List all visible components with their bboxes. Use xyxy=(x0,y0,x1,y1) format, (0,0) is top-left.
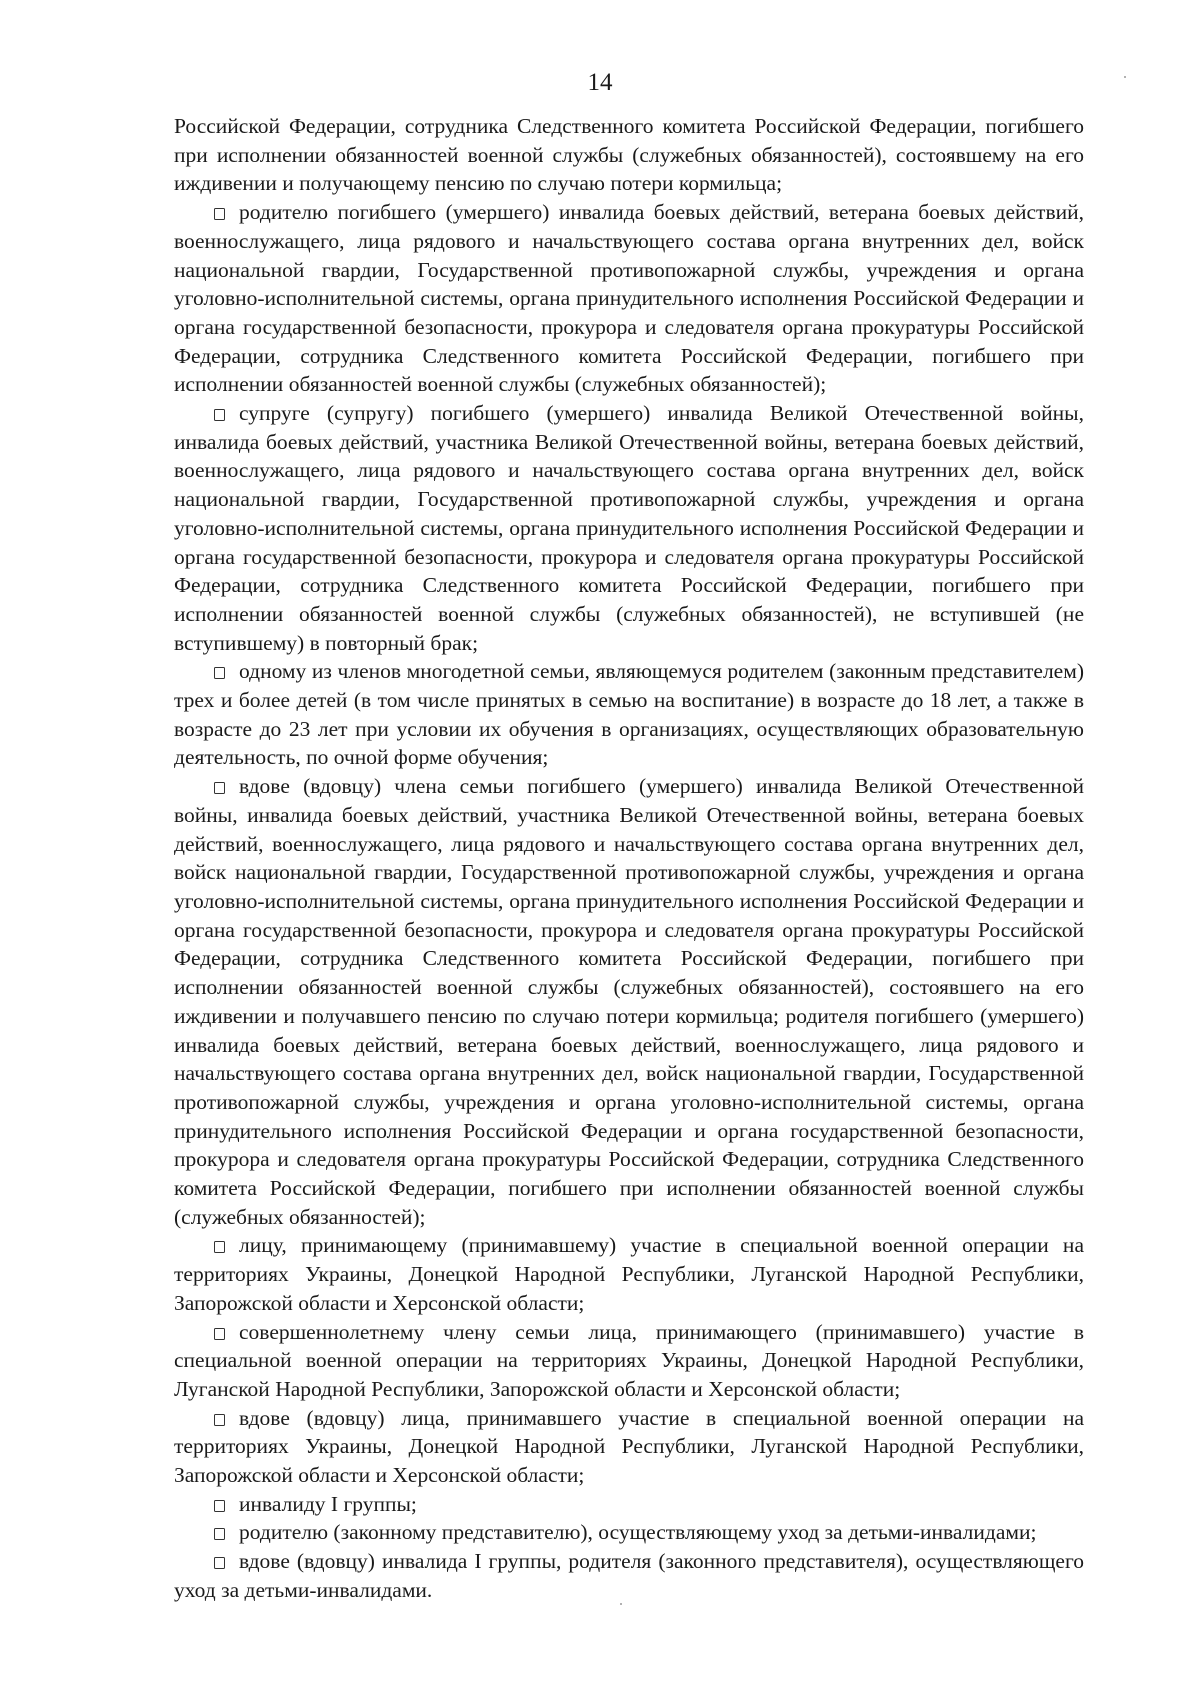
list-item xyxy=(174,1318,1084,1404)
list-item xyxy=(174,1404,1084,1490)
list-item xyxy=(174,198,1084,399)
list-item-text: родителю (законному представителю), осуществляющему уход за детьми-инвалидами; xyxy=(239,1520,1037,1545)
list-item-text: одному из членов многодетной семьи, являющемуся родителем (законным представителем) трех и более детей (в том числе принятых в семью на воспитание) в возрасте до 18 лет, а также в возрасте до 23 лет при условии их обучения в организациях, осуществляющих образовательную деятельность, по очной форме обучения; xyxy=(174,659,1084,770)
list-item-text: совершеннолетнему члену семьи лица, принимающего (принимавшего) участие в специальной военной операции на территориях Украины, Донецкой Народной Республики, Луганской Народной Республики, Запорожской области и Херсонской области; xyxy=(174,1319,1084,1401)
list-item-text: вдове (вдовцу) лица, принимавшего участие в специальной военной операции на территориях Украины, Донецкой Народной Республики, Луганской Народной Республики, Запорожской области и Херсонской области; xyxy=(174,1405,1084,1488)
list-item xyxy=(174,1518,1084,1547)
checkbox-bullet-icon xyxy=(214,782,225,794)
intro-paragraph: Российской Федерации, сотрудника Следственного комитета Российской Федерации, погибшего при исполнении обязанностей военной службы (служебных обязанностей), состоявшему на его иждивении и получающему пенсию по случаю потери кормильца; xyxy=(174,114,1084,196)
scan-speck xyxy=(620,1603,622,1605)
checkbox-bullet-icon xyxy=(214,409,225,421)
checkbox-bullet-icon xyxy=(214,1500,225,1512)
document-body xyxy=(174,112,1084,1605)
list-item xyxy=(174,1490,1084,1519)
list-item-text: вдове (вдовцу) инвалида I группы, родителя (законного представителя), осуществляющего уход за детьми-инвалидами. xyxy=(174,1549,1084,1602)
list-item xyxy=(174,657,1084,772)
scan-speck xyxy=(1124,76,1126,78)
checkbox-bullet-icon xyxy=(214,208,225,220)
checkbox-bullet-icon xyxy=(214,1328,225,1340)
checkbox-bullet-icon xyxy=(214,1414,225,1426)
list-item xyxy=(174,399,1084,657)
checkbox-bullet-icon xyxy=(214,1241,225,1253)
checkbox-bullet-icon xyxy=(214,1557,225,1569)
list-item-text: инвалиду I группы; xyxy=(239,1491,417,1516)
list-item-text: супруге (супругу) погибшего (умершего) инвалида Великой Отечественной войны, инвалида боевых действий, участника Великой Отечественной войны, ветерана боевых действий, военнослужащего, лица рядового и начальствующего состава органа внутренних дел, войск национальной гвардии, Государственной противопожарной службы, учреждения и органа уголовно-исполнительной системы, органа принудительного исполнения Российской Федерации и органа государственной безопасности, прокурора и следователя органа прокуратуры Российской Федерации, сотрудника Следственного комитета Российской Федерации, погибшего при исполнении обязанностей военной службы (служебных обязанностей), не вступившей (не вступившему) в повторный брак; xyxy=(174,401,1084,655)
list-item-text: родителю погибшего (умершего) инвалида боевых действий, ветерана боевых действий, военнослужащего, лица рядового и начальствующего состава органа внутренних дел, войск национальной гвардии, Государственной противопожарной службы, учреждения и органа уголовно-исполнительной системы, органа принудительного исполнения Российской Федерации и органа государственной безопасности, прокурора и следователя органа прокуратуры Российской Федерации, сотрудника Следственного комитета Российской Федерации, погибшего при исполнении обязанностей военной службы (служебных обязанностей); xyxy=(174,200,1084,397)
checkbox-bullet-icon xyxy=(214,1528,225,1540)
list-item xyxy=(174,772,1084,1231)
list-item-text: лицу, принимающему (принимавшему) участие в специальной военной операции на территориях Украины, Донецкой Народной Республики, Луганской Народной Республики, Запорожской области и Херсонской области; xyxy=(174,1233,1084,1315)
list-item xyxy=(174,1231,1084,1317)
list-item xyxy=(174,1547,1084,1604)
page-number: 14 xyxy=(587,69,613,96)
checkbox-bullet-icon xyxy=(214,667,225,679)
list-item-text: вдове (вдовцу) члена семьи погибшего (умершего) инвалида Великой Отечественной войны, инвалида боевых действий, участника Великой Отечественной войны, ветерана боевых действий, военнослужащего, лица рядового и начальствующего состава органа внутренних дел, войск национальной гвардии, Государственной противопожарной службы, учреждения и органа уголовно-исполнительной системы, органа принудительного исполнения Российской Федерации и органа государственной безопасности, прокурора и следователя органа прокуратуры Российской Федерации, сотрудника Следственного комитета Российской Федерации, погибшего при исполнении обязанностей военной службы (служебных обязанностей), состоявшего на его иждивении и получавшего пенсию по случаю потери кормильца; родителя погибшего (умершего) инвалида боевых действий, ветерана боевых действий, военнослужащего, лица рядового и начальствующего состава органа внутренних дел, войск национальной гвардии, Государственной противопожарной службы, учреждения и органа уголовно-исполнительной системы, органа принудительного исполнения Российской Федерации и органа государственной безопасности, прокурора и следователя органа прокуратуры Российской Федерации, сотрудника Следственного комитета Российской Федерации, погибшего при исполнении обязанностей военной службы (служебных обязанностей); xyxy=(174,774,1084,1229)
